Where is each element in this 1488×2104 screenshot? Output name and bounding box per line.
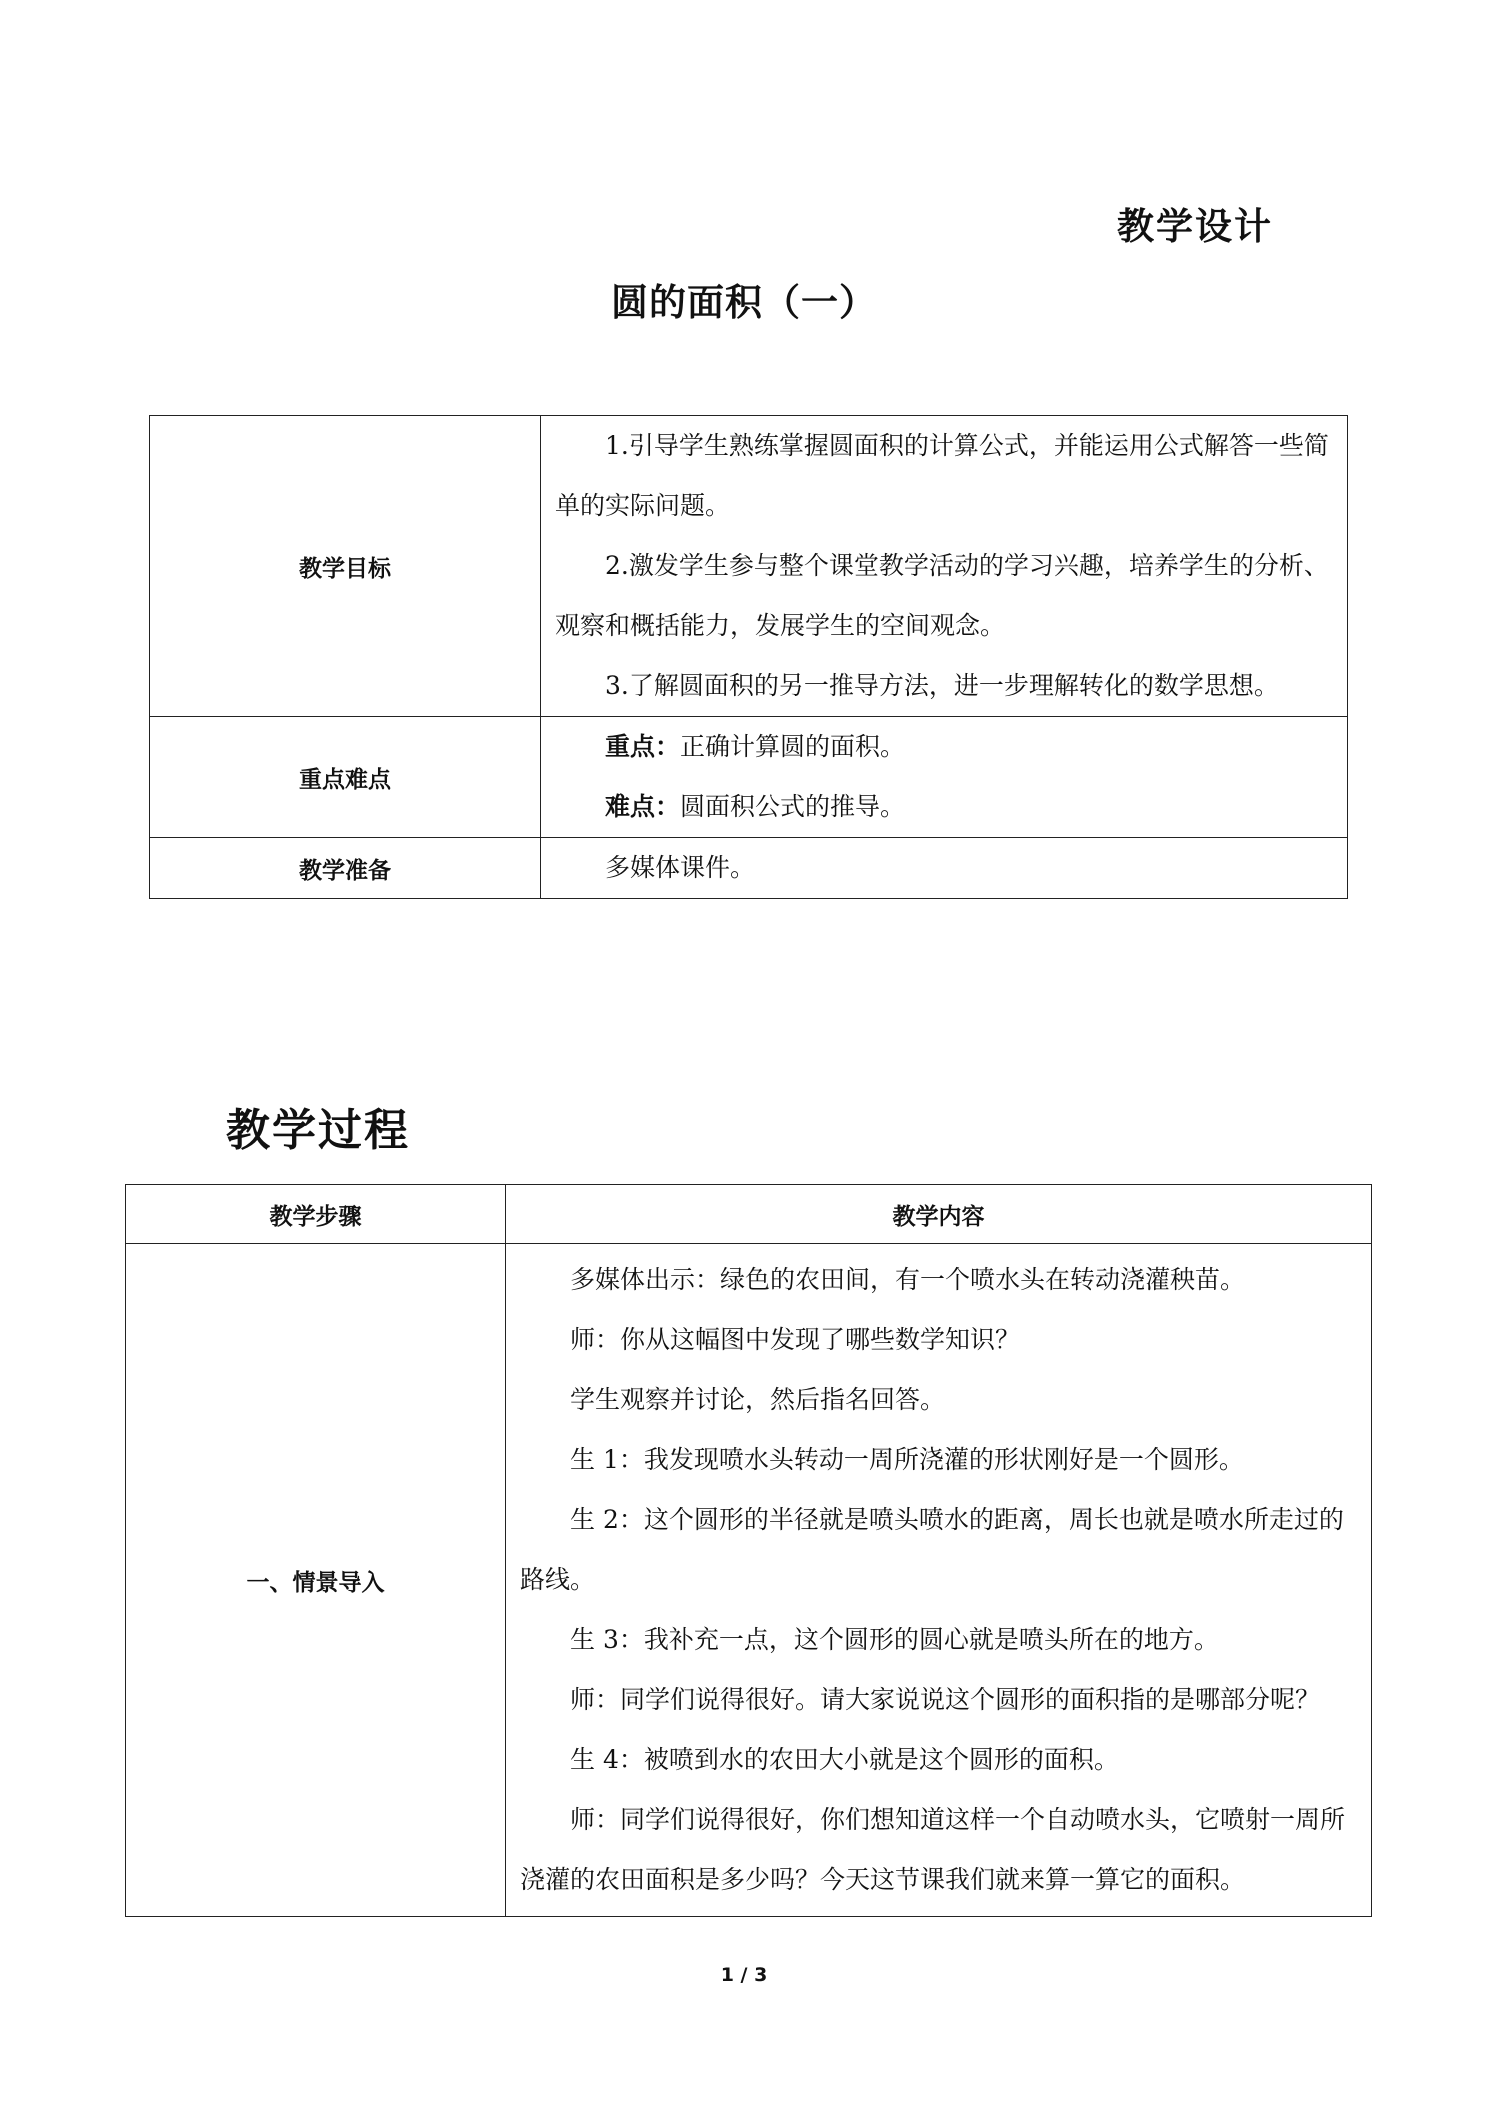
objectives-content: [541, 416, 1348, 717]
lesson-title: 圆的面积（一）: [611, 281, 877, 324]
preparation-row: [150, 838, 1348, 899]
content-paragraph: 多媒体出示：绿色的农田间，有一个喷水头在转动浇灌秧苗。: [570, 1265, 1246, 1294]
step-column-header: 教学步骤: [126, 1185, 506, 1244]
content-paragraph: 生 3：我补充一点，这个圆形的圆心就是喷头所在的地方。: [570, 1625, 1219, 1654]
difficult-point-text: 圆面积公式的推导。: [680, 792, 906, 821]
key-points-row: [150, 717, 1348, 838]
objective-item: 1.引导学生熟练掌握圆面积的计算公式，并能运用公式解答一些简单的实际问题。: [555, 431, 1329, 520]
process-header-row: [126, 1185, 1372, 1244]
preparation-text: 多媒体课件。: [605, 853, 756, 882]
content-column-header: 教学内容: [506, 1185, 1372, 1244]
document-type-title: 教学设计: [1117, 205, 1273, 248]
objectives-label: 教学目标: [150, 416, 541, 717]
key-point-text: 正确计算圆的面积。: [680, 732, 906, 761]
content-paragraph: 学生观察并讨论，然后指名回答。: [570, 1385, 946, 1414]
content-paragraph: 生 4：被喷到水的农田大小就是这个圆形的面积。: [570, 1745, 1119, 1774]
content-paragraph: 生 2：这个圆形的半径就是喷头喷水的距离，周长也就是喷水所走过的路线。: [520, 1505, 1344, 1594]
step-cell: 一、情景导入: [126, 1244, 506, 1917]
preparation-label: 教学准备: [150, 838, 541, 899]
key-points-label: 重点难点: [150, 717, 541, 838]
key-point-line: [555, 717, 1333, 777]
lesson-overview-table: [149, 415, 1348, 899]
process-heading: 教学过程: [226, 1105, 410, 1156]
difficult-point-line: [555, 777, 1333, 837]
content-paragraph: 师：同学们说得很好。请大家说说这个圆形的面积指的是哪部分呢？: [570, 1685, 1321, 1714]
process-row: [126, 1244, 1372, 1917]
content-paragraph: 师：同学们说得很好，你们想知道这样一个自动喷水头，它喷射一周所浇灌的农田面积是多少吗？今天这节课我们就来算一算它的面积。: [520, 1805, 1346, 1894]
objectives-row: [150, 416, 1348, 717]
preparation-content: [541, 838, 1348, 899]
content-paragraph: 生 1：我发现喷水头转动一周所浇灌的形状刚好是一个圆形。: [570, 1445, 1244, 1474]
objective-item: 3.了解圆面积的另一推导方法，进一步理解转化的数学思想。: [605, 671, 1279, 700]
content-cell: [506, 1244, 1372, 1917]
teaching-process-table: [125, 1184, 1372, 1917]
key-point-label: 重点：: [605, 732, 681, 761]
content-paragraph: 师：你从这幅图中发现了哪些数学知识？: [570, 1325, 1021, 1354]
page-number: 1 / 3: [720, 1964, 768, 1986]
difficult-point-label: 难点：: [605, 792, 681, 821]
key-points-content: [541, 717, 1348, 838]
objective-item: 2.激发学生参与整个课堂教学活动的学习兴趣，培养学生的分析、观察和概括能力，发展学生的空间观念。: [555, 551, 1329, 640]
